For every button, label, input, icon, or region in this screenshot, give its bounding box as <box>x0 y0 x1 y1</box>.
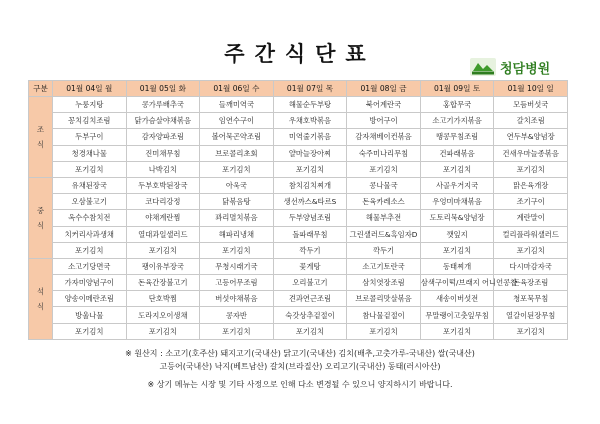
menu-cell: 우채호박볶음 <box>273 113 347 129</box>
menu-cell: 포기김치 <box>200 242 274 258</box>
menu-cell: 감자양파조림 <box>126 129 200 145</box>
menu-cell: 돌파래무침 <box>273 226 347 242</box>
menu-cell: 콩나물국 <box>347 177 421 193</box>
menu-cell: 새송이버섯전 <box>420 291 494 307</box>
hospital-logo <box>470 57 550 77</box>
menu-cell: 포기김치 <box>126 242 200 258</box>
menu-cell: 오리불고기 <box>273 275 347 291</box>
menu-cell: 얄마늘장아찌 <box>273 145 347 161</box>
origin-note: ※ 원산지 : 소고기(호주산) 돼지고기(국내산) 닭고기(국내산) 김치(배추,고춧가루-국내산) 쌀(국내산) <box>125 349 475 358</box>
change-notice: ※ 상기 메뉴는 시장 및 기타 사정으로 인해 다소 변경될 수 있으니 양지하시기 바랍니다. <box>147 380 453 389</box>
menu-cell: 아욱국 <box>200 177 274 193</box>
table-row <box>29 210 568 226</box>
table-row <box>29 194 568 210</box>
menu-cell: 컬리플라워샐러드 <box>494 226 568 242</box>
table-row <box>29 226 568 242</box>
menu-cell: 감자채베이컨볶음 <box>347 129 421 145</box>
menu-cell: 유채된장국 <box>53 177 127 193</box>
menu-cell: 나박김치 <box>126 161 200 177</box>
menu-cell: 갈치조림 <box>494 113 568 129</box>
header-cell: 01월 10일 일 <box>494 81 568 97</box>
menu-cell: 포기김치 <box>494 161 568 177</box>
table-row <box>29 291 568 307</box>
menu-cell: 생선까스&타르S <box>273 194 347 210</box>
table-row <box>29 177 568 193</box>
menu-cell: 임연수구이 <box>200 113 274 129</box>
hospital-logo-icon <box>470 58 496 76</box>
menu-cell: 청포묵무침 <box>494 291 568 307</box>
menu-cell: 꽈리멸치볶음 <box>200 210 274 226</box>
meal-label-char: 식 <box>36 139 45 149</box>
menu-cell: 두부양념조림 <box>273 210 347 226</box>
menu-cell: 무말랭이고춧잎무침 <box>420 307 494 323</box>
menu-cell: 야채계란찜 <box>126 210 200 226</box>
menu-cell: 들깨미역국 <box>200 97 274 113</box>
menu-cell: 삼치엿장조림 <box>347 275 421 291</box>
menu-cell: 건파래볶음 <box>420 145 494 161</box>
menu-cell: 포기김치 <box>420 242 494 258</box>
meal-label-char: 식 <box>36 220 45 230</box>
menu-cell: 포기김치 <box>273 161 347 177</box>
menu-cell: 해물순두부탕 <box>273 97 347 113</box>
menu-cell: 숙갓상추겉절이 <box>273 307 347 323</box>
hospital-name: 청담병원 <box>500 61 551 77</box>
header-cell: 01월 09일 토 <box>420 81 494 97</box>
meal-label-char: 석 <box>36 286 45 296</box>
menu-cell: 치커리사과생채 <box>53 226 127 242</box>
menu-cell: 포기김치 <box>494 242 568 258</box>
menu-cell: 팽이유부장국 <box>126 258 200 274</box>
menu-cell: 두부호박된장국 <box>126 177 200 193</box>
table-row <box>29 129 568 145</box>
table-header-row <box>29 81 568 97</box>
menu-cell: 소고기토란국 <box>347 258 421 274</box>
menu-cell: 브로콜리맛살볶음 <box>347 291 421 307</box>
menu-cell: 해물부추전 <box>347 210 421 226</box>
menu-cell: 포기김치 <box>126 323 200 339</box>
menu-cell: 꽁치김치조림 <box>53 113 127 129</box>
meal-label-char: 중 <box>36 205 45 215</box>
meal-label-char: 조 <box>36 124 45 134</box>
menu-cell: 꽃게탕 <box>273 258 347 274</box>
menu-cell: 무청시래기국 <box>200 258 274 274</box>
menu-cell: 돈육장조림 <box>494 275 568 291</box>
menu-cell: 코다리강정 <box>126 194 200 210</box>
header-cell: 01월 04일 월 <box>53 81 127 97</box>
menu-cell: 모듬버섯국 <box>494 97 568 113</box>
menu-cell: 사골우거지국 <box>420 177 494 193</box>
menu-cell: 홍합무국 <box>420 97 494 113</box>
menu-cell: 다시마감자국 <box>494 258 568 274</box>
menu-cell: 단호박찜 <box>126 291 200 307</box>
menu-cell: 포기김치 <box>200 323 274 339</box>
menu-cell: 청경채나물 <box>53 145 127 161</box>
menu-cell: 맑은육개장 <box>494 177 568 193</box>
menu-cell: 열갈이된장무침 <box>494 307 568 323</box>
header-cell: 구분 <box>29 81 53 97</box>
menu-cell: 해파리냉채 <box>200 226 274 242</box>
table-row <box>29 97 568 113</box>
menu-cell: 가자미양념구이 <box>53 275 127 291</box>
header-cell: 01월 07일 목 <box>273 81 347 97</box>
table-row <box>29 258 568 274</box>
menu-cell: 닭볶음탕 <box>200 194 274 210</box>
table-row <box>29 161 568 177</box>
menu-cell: 조기구이 <box>494 194 568 210</box>
menu-cell: 포기김치 <box>200 161 274 177</box>
menu-cell: 포기김치 <box>273 323 347 339</box>
menu-cell: 포기김치 <box>494 323 568 339</box>
menu-cell: 숙주미나리무침 <box>347 145 421 161</box>
origin-note-cont: 고등어(국내산) 낙지(베트남산) 갈치(브라질산) 오리고기(국내산) 동태(러시아산) <box>159 362 441 371</box>
menu-cell: 깍두기 <box>273 242 347 258</box>
table-row <box>29 113 568 129</box>
menu-cell: 건새우마늘종볶음 <box>494 145 568 161</box>
menu-cell: 포기김치 <box>53 323 127 339</box>
menu-cell: 깻잎지 <box>420 226 494 242</box>
menu-cell: 옥수수참치전 <box>53 210 127 226</box>
menu-cell: 동태찌개 <box>420 258 494 274</box>
menu-cell: 소고기가지볶음 <box>420 113 494 129</box>
page-title: 주간식단표 <box>224 42 376 66</box>
weekly-menu-table <box>28 80 568 340</box>
header-cell: 01월 05일 화 <box>126 81 200 97</box>
menu-cell: 양송이메란조림 <box>53 291 127 307</box>
menu-cell: 참치김치찌개 <box>273 177 347 193</box>
menu-cell: 소고기당면국 <box>53 258 127 274</box>
menu-cell: 연두부&양념장 <box>494 129 568 145</box>
menu-cell: 포기김치 <box>347 161 421 177</box>
menu-cell: 돈육카레소스 <box>347 194 421 210</box>
menu-cell: 포기김치 <box>420 161 494 177</box>
meal-label <box>29 258 53 339</box>
menu-cell: 닭가슴살야채볶음 <box>126 113 200 129</box>
menu-cell: 두부구이 <box>53 129 127 145</box>
meal-label <box>29 177 53 258</box>
menu-cell: 삼색구이떡/브래지 어니언콩찹 <box>420 275 494 291</box>
menu-cell: 콩가루배추국 <box>126 97 200 113</box>
menu-cell: 진미채무침 <box>126 145 200 161</box>
menu-cell: 포기김치 <box>347 323 421 339</box>
table-row <box>29 145 568 161</box>
menu-cell: 방어구이 <box>347 113 421 129</box>
menu-cell: 누룽지탕 <box>53 97 127 113</box>
menu-cell: 우엉미마채볶음 <box>420 194 494 210</box>
menu-cell: 방울나물 <box>53 307 127 323</box>
table-row <box>29 275 568 291</box>
menu-cell: 미역줄기볶음 <box>273 129 347 145</box>
header-cell: 01월 08일 금 <box>347 81 421 97</box>
menu-cell: 도토리묵&양념장 <box>420 210 494 226</box>
menu-cell: 콩자반 <box>200 307 274 323</box>
menu-cell: 고등어무조림 <box>200 275 274 291</box>
menu-cell: 도라지오이생채 <box>126 307 200 323</box>
menu-cell: 오삼불고기 <box>53 194 127 210</box>
menu-cell: 계란말이 <box>494 210 568 226</box>
menu-cell: 버섯야채볶음 <box>200 291 274 307</box>
menu-cell: 땡콩무침조림 <box>420 129 494 145</box>
menu-cell: 브로콜리초회 <box>200 145 274 161</box>
menu-cell: 북어계란국 <box>347 97 421 113</box>
menu-cell: 돈육간장불고기 <box>126 275 200 291</box>
menu-cell: 포기김치 <box>53 242 127 258</box>
table-row <box>29 323 568 339</box>
menu-cell: 깍두기 <box>347 242 421 258</box>
menu-cell: 포기김치 <box>420 323 494 339</box>
meal-label <box>29 97 53 178</box>
menu-cell: 볼어묵곤약조림 <box>200 129 274 145</box>
menu-cell: 포기김치 <box>53 161 127 177</box>
header-cell: 01월 06일 수 <box>200 81 274 97</box>
meal-label-char: 식 <box>36 301 45 311</box>
menu-cell: 열대과일샐러드 <box>126 226 200 242</box>
table-row <box>29 307 568 323</box>
table-row <box>29 242 568 258</box>
menu-cell: 참나물겉절이 <box>347 307 421 323</box>
menu-cell: 견과연근조림 <box>273 291 347 307</box>
menu-cell: 그린샐러드&흑임자D <box>347 226 421 242</box>
